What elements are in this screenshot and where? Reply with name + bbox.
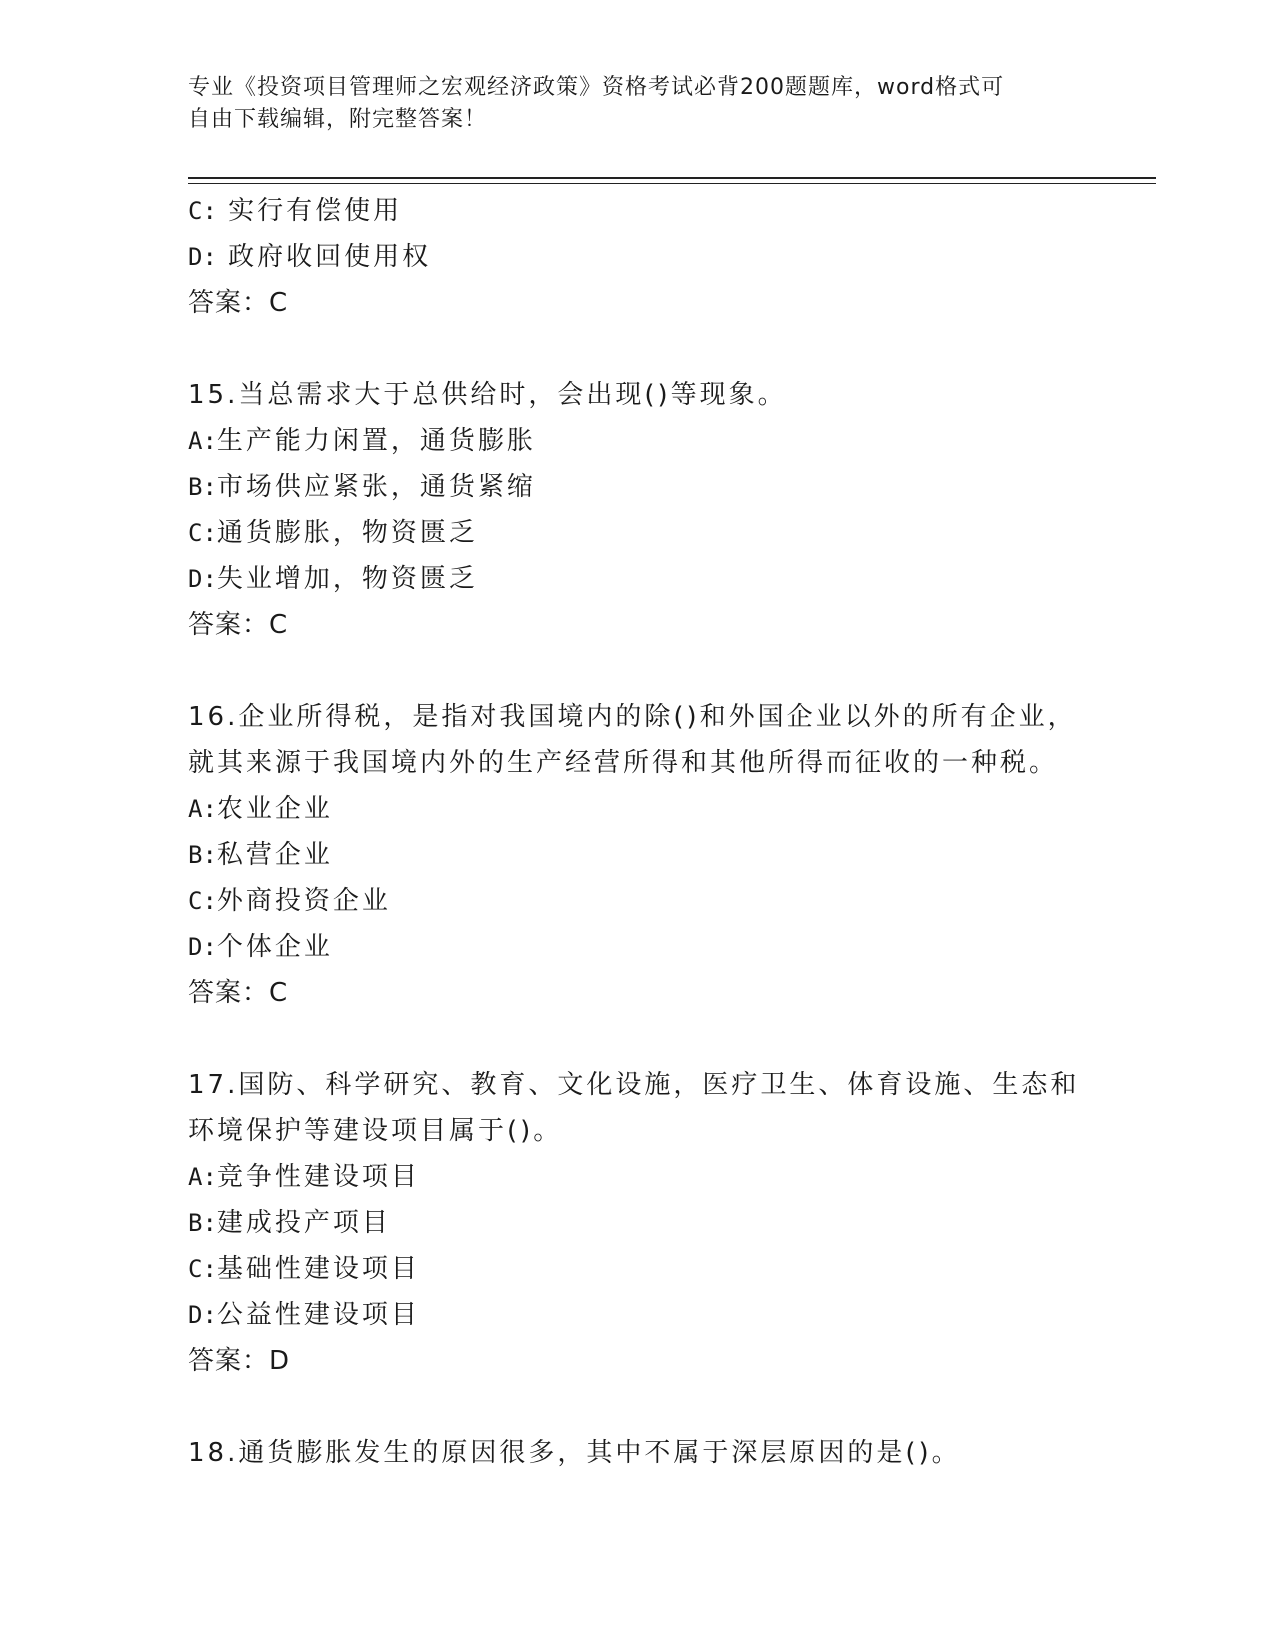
option-text: 实行有偿使用 xyxy=(228,196,403,226)
option-text: 建成投产项目 xyxy=(216,1208,391,1238)
option-letter: B: xyxy=(188,1209,217,1237)
option-row xyxy=(188,234,1088,280)
answer-value: D xyxy=(269,1346,293,1376)
option-text: 生产能力闲置，通货膨胀 xyxy=(216,426,536,456)
option-letter: A: xyxy=(188,1163,217,1191)
option-text: 个体企业 xyxy=(216,932,333,962)
question-stem: 15.当总需求大于总供给时，会出现()等现象。 xyxy=(188,380,787,410)
option-letter: D: xyxy=(188,1301,217,1329)
option-letter: A: xyxy=(188,795,217,823)
option-row xyxy=(188,878,1088,924)
option-row xyxy=(188,1200,1088,1246)
option-letter: D: xyxy=(188,243,217,271)
option-text: 通货膨胀，物资匮乏 xyxy=(216,518,478,548)
question-stem: 18.通货膨胀发生的原因很多，其中不属于深层原因的是()。 xyxy=(188,1438,961,1468)
answer-label: 答案： xyxy=(188,610,270,640)
option-row xyxy=(188,1292,1088,1338)
answer-row xyxy=(188,280,1088,326)
option-text: 农业企业 xyxy=(216,794,333,824)
option-row xyxy=(188,418,1088,464)
option-row xyxy=(188,924,1088,970)
header-divider-thin xyxy=(188,183,1156,184)
header-line-2: 自由下载编辑，附完整答案！ xyxy=(188,107,488,132)
spacer xyxy=(188,648,1088,694)
option-row xyxy=(188,832,1088,878)
option-row xyxy=(188,1154,1088,1200)
option-row xyxy=(188,556,1088,602)
option-row xyxy=(188,188,1088,234)
option-text: 失业增加，物资匮乏 xyxy=(216,564,478,594)
option-letter: B: xyxy=(188,841,217,869)
spacer xyxy=(188,326,1088,372)
option-row xyxy=(188,1246,1088,1292)
answer-label: 答案： xyxy=(188,978,270,1008)
option-letter: B: xyxy=(188,473,217,501)
question-stem: 17.国防、科学研究、教育、文化设施，医疗卫生、体育设施、生态和 xyxy=(188,1070,1080,1100)
question-stem: 16.企业所得税，是指对我国境内的除()和外国企业以外的所有企业， xyxy=(188,702,1077,732)
answer-value: C xyxy=(269,610,291,640)
answer-row xyxy=(188,970,1088,1016)
header-divider-thick xyxy=(188,177,1156,179)
option-text: 竞争性建设项目 xyxy=(216,1162,420,1192)
spacer xyxy=(188,1016,1088,1062)
question-stem: 环境保护等建设项目属于()。 xyxy=(188,1116,563,1146)
option-letter: D: xyxy=(188,565,217,593)
answer-label: 答案： xyxy=(188,288,270,318)
answer-value: C xyxy=(269,978,291,1008)
answer-row xyxy=(188,1338,1088,1384)
answer-label: 答案： xyxy=(188,1346,270,1376)
option-letter: C: xyxy=(188,519,217,547)
option-text: 基础性建设项目 xyxy=(216,1254,420,1284)
spacer xyxy=(188,1384,1088,1430)
option-letter: D: xyxy=(188,933,217,961)
option-letter: C: xyxy=(188,197,217,225)
option-text: 外商投资企业 xyxy=(216,886,391,916)
option-letter: C: xyxy=(188,887,217,915)
header-line-1: 专业《投资项目管理师之宏观经济政策》资格考试必背200题题库，word格式可 xyxy=(188,75,1005,100)
option-text: 政府收回使用权 xyxy=(228,242,432,272)
option-letter: A: xyxy=(188,427,217,455)
option-letter: C: xyxy=(188,1255,217,1283)
option-row xyxy=(188,464,1088,510)
document-header xyxy=(188,72,1068,136)
option-text: 市场供应紧张，通货紧缩 xyxy=(216,472,536,502)
question-stem: 就其来源于我国境内外的生产经营所得和其他所得而征收的一种税。 xyxy=(188,748,1059,778)
option-row xyxy=(188,510,1088,556)
answer-row xyxy=(188,602,1088,648)
answer-value: C xyxy=(269,288,291,318)
option-text: 私营企业 xyxy=(216,840,333,870)
option-row xyxy=(188,786,1088,832)
option-text: 公益性建设项目 xyxy=(216,1300,420,1330)
question-list xyxy=(188,188,1088,1476)
